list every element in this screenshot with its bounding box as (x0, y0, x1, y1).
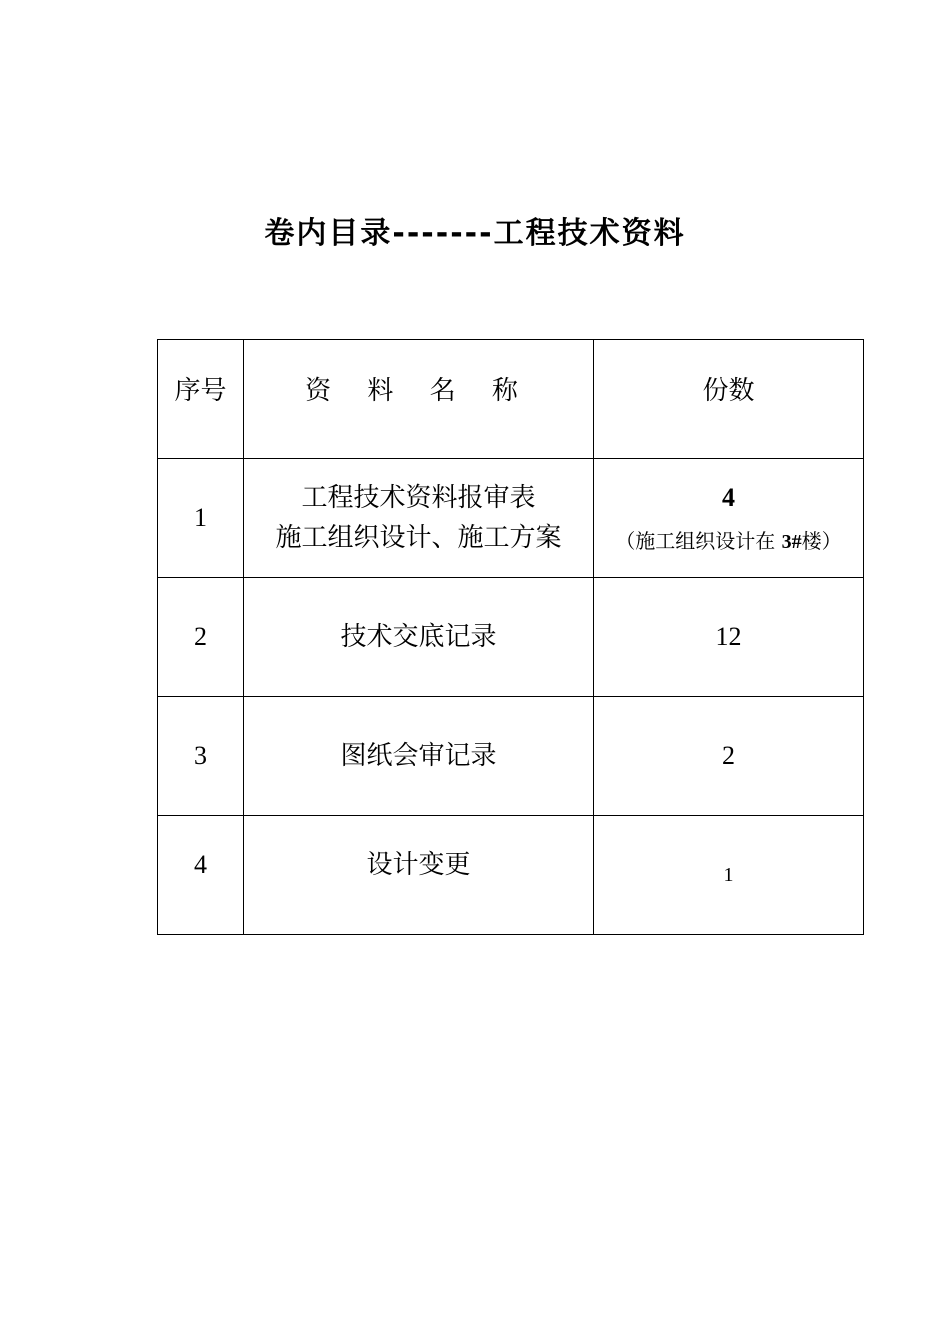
row-count: 4 (722, 482, 735, 512)
table-row (158, 459, 864, 578)
note-building: 3# (781, 530, 802, 553)
row-seq: 1 (158, 459, 244, 578)
row-count: 12 (594, 578, 864, 697)
row-name-line: 工程技术资料报审表 (301, 483, 536, 513)
header-seq: 序号 (158, 340, 244, 459)
contents-table (157, 339, 864, 935)
note-suffix: 楼） (801, 528, 842, 553)
row-name: 技术交底记录 (244, 578, 594, 697)
row-name: 设计变更 (244, 816, 594, 935)
row-name (244, 459, 594, 578)
header-name: 资 料 名 称 (244, 340, 594, 459)
table-header-row (158, 340, 864, 459)
note-prefix: （施工组织设计在 (615, 528, 782, 553)
row-seq: 2 (158, 578, 244, 697)
table-row (158, 697, 864, 816)
table-row (158, 816, 864, 935)
row-seq: 3 (158, 697, 244, 816)
row-seq: 4 (158, 816, 244, 935)
row-name: 图纸会审记录 (244, 697, 594, 816)
row-count-cell (594, 459, 864, 578)
table-row (158, 578, 864, 697)
header-count: 份数 (594, 340, 864, 459)
row-count-note (594, 525, 863, 554)
row-name-line: 施工组织设计、施工方案 (275, 523, 562, 553)
page-title: 卷内目录-------工程技术资料 (264, 216, 686, 251)
row-count: 1 (594, 816, 864, 935)
row-count: 2 (594, 697, 864, 816)
